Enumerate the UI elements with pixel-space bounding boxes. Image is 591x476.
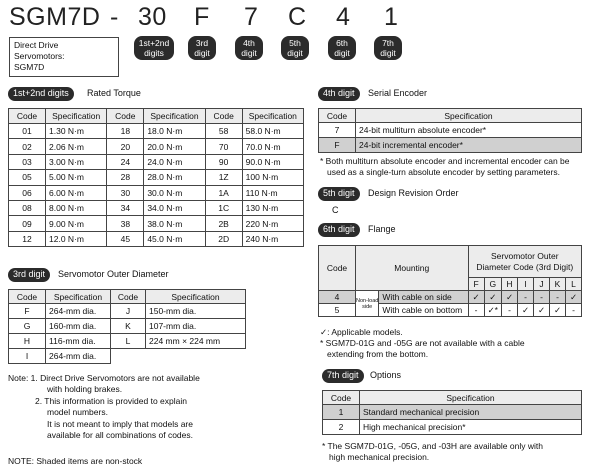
table-cell: F (319, 138, 356, 153)
note-line: It is not meant to imply that models are (47, 419, 193, 429)
note-line: 2. This information is provided to explain (35, 396, 187, 406)
section-caption-revision: Design Revision Order (368, 188, 459, 198)
table-cell: L (111, 334, 146, 349)
table-cell: 90 (205, 154, 242, 169)
table-header: L (566, 278, 582, 291)
pill-line: digit (194, 48, 210, 58)
section-tag-flange: 6th digit (318, 223, 360, 237)
model-code-revision: C (288, 3, 307, 31)
model-code-encoder: 7 (244, 3, 259, 31)
table-cell: 24.0 N·m (144, 154, 205, 169)
table-cell: 5 (319, 304, 356, 317)
digit-pill-7th (374, 36, 402, 60)
pill-line: 1st+2nd (138, 38, 170, 48)
table-header: Specification (356, 109, 582, 123)
note-line: model numbers. (47, 407, 108, 417)
description-line: Direct Drive (14, 40, 59, 50)
table-cell: 160-mm dia. (46, 319, 111, 334)
table-cell: 116-mm dia. (46, 334, 111, 349)
table-cell: 30 (107, 185, 144, 200)
table-cell: 12 (9, 231, 46, 246)
pill-line: digit (334, 48, 350, 58)
table-cell: - (534, 291, 550, 304)
table-row (323, 420, 582, 435)
pill-line: 6th (336, 38, 348, 48)
table-row (9, 349, 246, 364)
table-cell: 20 (107, 139, 144, 154)
shaded-note: NOTE: Shaded items are non-stock (8, 456, 143, 466)
note-line: available for all combinations of codes. (47, 430, 193, 440)
revision-value: C (332, 205, 339, 215)
table-cell: 90.0 N·m (242, 154, 303, 169)
section-tag-options: 7th digit (322, 369, 364, 383)
pill-line: digit (241, 48, 257, 58)
section-tag-encoder: 4th digit (318, 87, 360, 101)
table-cell: ✓ (566, 291, 582, 304)
digit-pill-6th (328, 36, 356, 60)
table-cell: 5.00 N·m (46, 170, 107, 185)
table-header: Mounting (356, 246, 469, 291)
side-label-line: side (362, 303, 373, 310)
section-caption-diameter: Servomotor Outer Diameter (58, 269, 169, 279)
table-header-row (9, 290, 246, 304)
table-row (9, 231, 304, 246)
table-cell: J (111, 304, 146, 319)
table-cell: - (502, 304, 518, 317)
table-cell: 38 (107, 216, 144, 231)
table-header: Code (319, 246, 356, 291)
options-note-line: high mechanical precision. (329, 452, 430, 462)
model-dash: - (110, 3, 119, 31)
table-header: I (518, 278, 534, 291)
table-header: G (484, 278, 501, 291)
table-header: Specification (360, 391, 582, 405)
table-row (319, 138, 582, 153)
table-cell: K (111, 319, 146, 334)
flange-note-line: ✓: Applicable models. (320, 327, 403, 337)
table-cell: 45.0 N·m (144, 231, 205, 246)
pill-line: digit (380, 48, 396, 58)
table-cell: 24-bit multiturn absolute encoder* (356, 123, 582, 138)
model-code-diameter: F (194, 3, 210, 31)
table-row (9, 319, 246, 334)
side-label (356, 291, 379, 317)
table-cell: Standard mechanical precision (360, 405, 582, 420)
table-row (9, 216, 304, 231)
table-cell: H (9, 334, 46, 349)
table-header-row (319, 246, 582, 278)
table-cell: 28.0 N·m (144, 170, 205, 185)
torque-table (8, 108, 304, 247)
table-cell: 09 (9, 216, 46, 231)
table-cell: 30.0 N·m (144, 185, 205, 200)
options-note-line: * The SGM7D-01G, -05G, and -03H are available only with (322, 441, 543, 451)
header-line: Diameter Code (3rd Digit) (476, 261, 574, 272)
table-cell: 220 N·m (242, 216, 303, 231)
table-header: Specification (146, 290, 246, 304)
table-cell (111, 349, 146, 364)
table-cell: 2D (205, 231, 242, 246)
description-line: SGM7D (14, 62, 45, 72)
table-cell: 9.00 N·m (46, 216, 107, 231)
table-cell: 34.0 N·m (144, 200, 205, 215)
table-cell: 45 (107, 231, 144, 246)
digit-pill-3rd (188, 36, 216, 60)
table-row (323, 405, 582, 420)
table-row (9, 334, 246, 349)
table-cell: 34 (107, 200, 144, 215)
table-cell: 1 (323, 405, 360, 420)
section-caption-options: Options (370, 370, 402, 380)
section-caption-flange: Flange (368, 224, 396, 234)
model-series: SGM7D (9, 3, 101, 31)
table-header: Specification (46, 290, 111, 304)
section-tag-torque: 1st+2nd digits (8, 87, 74, 101)
table-row (319, 291, 582, 304)
table-cell: 3.00 N·m (46, 154, 107, 169)
pill-line: 7th (382, 38, 394, 48)
table-header: J (534, 278, 550, 291)
pill-line: digits (144, 48, 164, 58)
table-cell: 38.0 N·m (144, 216, 205, 231)
table-cell: 12.0 N·m (46, 231, 107, 246)
table-header: Code (319, 109, 356, 123)
table-cell: 224 mm × 224 mm (146, 334, 246, 349)
pill-line: 4th (243, 38, 255, 48)
table-cell: 100 N·m (242, 170, 303, 185)
header-line: Servomotor Outer (491, 250, 559, 261)
table-header: Specification (144, 109, 205, 124)
table-row (9, 185, 304, 200)
table-row (9, 139, 304, 154)
table-cell: 28 (107, 170, 144, 185)
table-header: Code (111, 290, 146, 304)
table-cell: F (9, 304, 46, 319)
digit-pill-4th (235, 36, 263, 60)
table-cell: 8.00 N·m (46, 200, 107, 215)
diameter-table (8, 289, 246, 364)
table-cell: - (468, 304, 484, 317)
table-cell: High mechanical precision* (360, 420, 582, 435)
table-cell: 150-mm dia. (146, 304, 246, 319)
table-cell: 58.0 N·m (242, 124, 303, 139)
table-cell: 264-mm dia. (46, 349, 111, 364)
table-header: H (502, 278, 518, 291)
table-cell: 01 (9, 124, 46, 139)
flange-note-line: extending from the bottom. (327, 349, 429, 359)
table-header: Code (205, 109, 242, 124)
description-box (9, 37, 119, 77)
table-cell: 03 (9, 154, 46, 169)
table-cell: 6.00 N·m (46, 185, 107, 200)
section-caption-torque: Rated Torque (87, 88, 141, 98)
table-cell: ✓ (550, 304, 566, 317)
table-cell: G (9, 319, 46, 334)
table-cell: 70.0 N·m (242, 139, 303, 154)
table-cell: 1A (205, 185, 242, 200)
table-cell: 1Z (205, 170, 242, 185)
table-cell: 24 (107, 154, 144, 169)
description-line: Servomotors: (14, 51, 65, 61)
table-row (319, 123, 582, 138)
table-row (9, 154, 304, 169)
table-cell: 2 (323, 420, 360, 435)
table-cell: ✓ (468, 291, 484, 304)
table-header: K (550, 278, 566, 291)
table-row (9, 200, 304, 215)
note-line: with holding brakes. (47, 384, 123, 394)
table-cell: 20.0 N·m (144, 139, 205, 154)
side-label-line: Non-load (356, 297, 379, 304)
table-header-row (9, 109, 304, 124)
table-cell: 1.30 N·m (46, 124, 107, 139)
table-cell: With cable on side (379, 291, 468, 304)
table-cell: ✓ (534, 304, 550, 317)
table-cell: 06 (9, 185, 46, 200)
table-cell: I (9, 349, 46, 364)
table-cell: 1C (205, 200, 242, 215)
table-row (9, 124, 304, 139)
model-code-flange: 4 (336, 3, 351, 31)
model-code-options: 1 (384, 3, 399, 31)
table-cell: 02 (9, 139, 46, 154)
table-cell: ✓ (518, 304, 534, 317)
table-header: Code (107, 109, 144, 124)
table-cell: - (566, 304, 582, 317)
table-cell: - (518, 291, 534, 304)
flange-note-line: * SGM7D-01G and -05G are not available with a cable (320, 338, 525, 348)
table-header-row (323, 391, 582, 405)
table-header: Specification (46, 109, 107, 124)
digit-pill-1st-2nd (134, 36, 174, 60)
table-cell: 2B (205, 216, 242, 231)
table-header: Code (9, 109, 46, 124)
pill-line: 3rd (195, 38, 209, 48)
digit-pill-5th (281, 36, 309, 60)
table-cell: 18 (107, 124, 144, 139)
table-row (9, 304, 246, 319)
table-cell: 70 (205, 139, 242, 154)
table-header-outer-diameter (468, 246, 581, 278)
table-cell: 107-mm dia. (146, 319, 246, 334)
table-cell: 264-mm dia. (46, 304, 111, 319)
table-cell: - (550, 291, 566, 304)
model-code-torque: 30 (138, 3, 167, 31)
flange-table (318, 245, 582, 317)
table-cell: 18.0 N·m (144, 124, 205, 139)
table-cell: 240 N·m (242, 231, 303, 246)
table-header: Code (9, 290, 46, 304)
table-cell: 24-bit incremental encoder* (356, 138, 582, 153)
table-cell: ✓ (502, 291, 518, 304)
table-cell: 08 (9, 200, 46, 215)
table-header: Code (323, 391, 360, 405)
pill-line: 5th (289, 38, 301, 48)
encoder-note-line: used as a single-turn absolute encoder by setting parameters. (327, 167, 560, 177)
table-cell: ✓* (484, 304, 501, 317)
encoder-note-line: * Both multiturn absolute encoder and incremental encoder can be (320, 156, 570, 166)
table-cell: 05 (9, 170, 46, 185)
table-cell: 7 (319, 123, 356, 138)
table-cell: 2.06 N·m (46, 139, 107, 154)
table-header-row (319, 109, 582, 123)
table-cell: 110 N·m (242, 185, 303, 200)
table-cell: With cable on bottom (379, 304, 468, 317)
pill-line: digit (287, 48, 303, 58)
section-tag-revision: 5th digit (318, 187, 360, 201)
table-cell: 130 N·m (242, 200, 303, 215)
table-header: Specification (242, 109, 303, 124)
encoder-table (318, 108, 582, 153)
table-cell: 4 (319, 291, 356, 304)
table-row (9, 170, 304, 185)
table-cell (146, 349, 246, 364)
table-cell: ✓ (484, 291, 501, 304)
note-line: Note: 1. Direct Drive Servomotors are not available (8, 373, 200, 383)
table-header: F (468, 278, 484, 291)
section-caption-encoder: Serial Encoder (368, 88, 428, 98)
table-cell: 58 (205, 124, 242, 139)
section-tag-diameter: 3rd digit (8, 268, 50, 282)
options-table (322, 390, 582, 435)
